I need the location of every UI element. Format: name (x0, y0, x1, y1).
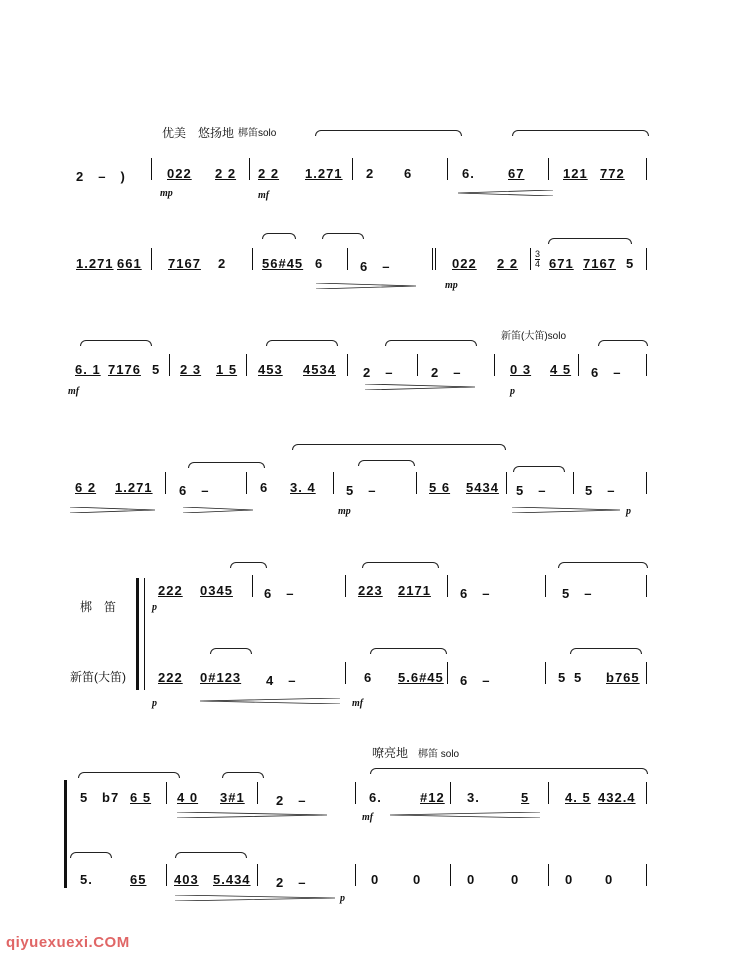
barline (646, 782, 647, 804)
barline (151, 158, 152, 180)
barline (166, 864, 167, 886)
slur (570, 648, 642, 654)
note: 5 6 (429, 480, 451, 495)
note: 5. (80, 872, 93, 887)
barline (548, 158, 549, 180)
note: 453 (258, 362, 283, 377)
note: 6 5 (130, 790, 152, 805)
note: 1 5 (216, 362, 238, 377)
barline (345, 662, 346, 684)
crescendo-hairpin (458, 190, 553, 196)
note: 222 (158, 583, 183, 598)
slur (230, 562, 267, 568)
note: 5.434 (213, 872, 251, 887)
note: 1.271 (76, 256, 114, 271)
note: 0 (565, 872, 574, 887)
slur (292, 444, 506, 450)
note: 4 0 (177, 790, 199, 805)
note: 6. (462, 166, 475, 181)
dynamic-mark: mp (338, 506, 351, 517)
note: 6 – (264, 586, 295, 601)
note: 4. 5 (565, 790, 591, 805)
note: 6 (315, 256, 324, 271)
barline (646, 158, 647, 180)
slur (385, 340, 477, 346)
note: 661 (117, 256, 142, 271)
dynamic-mark: p (152, 602, 157, 613)
note: 5 – (585, 483, 616, 498)
note: 2 – (276, 793, 307, 808)
slur (322, 233, 364, 239)
slur (222, 772, 264, 778)
note: 222 (158, 670, 183, 685)
note: 0 3 (510, 362, 532, 377)
slur (362, 562, 439, 568)
barline (450, 864, 451, 886)
barline (548, 782, 549, 804)
dynamic-mark: mp (160, 188, 173, 199)
note: 0 (413, 872, 422, 887)
barline (646, 354, 647, 376)
barline (578, 354, 579, 376)
slur (315, 130, 462, 136)
barline (573, 472, 574, 494)
barline (169, 354, 170, 376)
note: 223 (358, 583, 383, 598)
system-brace (136, 578, 139, 690)
dynamic-mark: p (626, 506, 631, 517)
note: b7 (102, 790, 120, 805)
barline (246, 354, 247, 376)
system-brace (64, 780, 67, 888)
slur (266, 340, 338, 346)
note: 6 – (179, 483, 210, 498)
note: 6 – (460, 673, 491, 688)
note: 2 – (431, 365, 462, 380)
barline (347, 354, 348, 376)
note: 3. (467, 790, 480, 805)
note: 6 2 (75, 480, 97, 495)
note: 6 (404, 166, 413, 181)
dynamic-mark: mf (362, 812, 374, 823)
note: 5 (626, 256, 635, 271)
note: 6 – (460, 586, 491, 601)
note: 022 (167, 166, 192, 181)
slur (598, 340, 648, 346)
barline (450, 782, 451, 804)
barline (257, 782, 258, 804)
barline (530, 248, 531, 270)
slur (512, 130, 649, 136)
watermark-suffix: .COM (88, 934, 130, 951)
barline (548, 864, 549, 886)
slur (80, 340, 152, 346)
barline (545, 575, 546, 597)
time-signature: 3 4 (535, 249, 541, 269)
barline (432, 248, 433, 270)
crescendo-hairpin (390, 812, 540, 818)
barline (347, 248, 348, 270)
note: 403 (174, 872, 199, 887)
dynamic-mark: mf (352, 698, 364, 709)
note: 3. 4 (290, 480, 316, 495)
slur (358, 460, 415, 466)
barline (417, 354, 418, 376)
barline (494, 354, 495, 376)
note: 3#1 (220, 790, 245, 805)
dynamic-mark: p (152, 698, 157, 709)
slur (370, 768, 648, 774)
note: 2 – (276, 875, 307, 890)
note: b765 (606, 670, 640, 685)
barline (545, 662, 546, 684)
note: 5 (558, 670, 567, 685)
barline (333, 472, 334, 494)
dynamic-mark: mp (445, 280, 458, 291)
note: 671 (549, 256, 574, 271)
instrument-label: 梆 笛 (80, 600, 117, 614)
barline (447, 662, 448, 684)
note: 7167 (168, 256, 201, 271)
slur (370, 648, 447, 654)
note: 0 (605, 872, 614, 887)
diminuendo-hairpin (177, 812, 327, 818)
note: 65 (130, 872, 147, 887)
note: 6 – (360, 259, 391, 274)
diminuendo-hairpin (365, 384, 475, 390)
note: 67 (508, 166, 525, 181)
note: 2 2 (258, 166, 280, 181)
slur (558, 562, 648, 568)
slur (548, 238, 632, 244)
note: 56#45 (262, 256, 304, 271)
note: 5 (574, 670, 583, 685)
slur (70, 852, 112, 858)
note: 4534 (303, 362, 336, 377)
barline (646, 864, 647, 886)
barline (646, 472, 647, 494)
diminuendo-hairpin (183, 507, 253, 513)
dynamic-mark: mf (68, 386, 80, 397)
note: 4 – (266, 673, 297, 688)
note: 2 – (363, 365, 394, 380)
note: 0 (467, 872, 476, 887)
barline (646, 662, 647, 684)
note: 4 5 (550, 362, 572, 377)
system-barline (144, 578, 145, 690)
crescendo-hairpin (200, 698, 340, 704)
instrument-solo-label: 梆笛solo (238, 128, 277, 139)
note: 2 (366, 166, 375, 181)
dynamic-mark: mf (258, 190, 270, 201)
dynamic-mark: p (340, 893, 345, 904)
barline (416, 472, 417, 494)
note: 2171 (398, 583, 431, 598)
note: 022 (452, 256, 477, 271)
tempo-marking: 嘹亮地 (372, 746, 409, 760)
note: 2 2 (215, 166, 237, 181)
instrument-label: 新笛(大笛) (70, 670, 126, 684)
barline (252, 248, 253, 270)
note: 432.4 (598, 790, 636, 805)
note: 0 (371, 872, 380, 887)
barline (151, 248, 152, 270)
barline (506, 472, 507, 494)
note: 121 (563, 166, 588, 181)
note: 1.271 (115, 480, 153, 495)
slur (78, 772, 180, 778)
note: #12 (420, 790, 445, 805)
barline (249, 158, 250, 180)
barline (435, 248, 436, 270)
note: 0 (511, 872, 520, 887)
note: 2 – ) (76, 169, 126, 184)
note: 1.271 (305, 166, 343, 181)
diminuendo-hairpin (70, 507, 155, 513)
note: 5434 (466, 480, 499, 495)
diminuendo-hairpin (175, 895, 335, 901)
barline (252, 575, 253, 597)
note: 5 (521, 790, 530, 805)
note: 5.6#45 (398, 670, 444, 685)
note: 6 (260, 480, 269, 495)
note: 7167 (583, 256, 616, 271)
diminuendo-hairpin (512, 507, 620, 513)
note: 5 – (346, 483, 377, 498)
slur (210, 648, 252, 654)
barline (345, 575, 346, 597)
note: 6 – (591, 365, 622, 380)
note: 5 – (516, 483, 547, 498)
note: 772 (600, 166, 625, 181)
barline (447, 158, 448, 180)
barline (246, 472, 247, 494)
note: 2 (218, 256, 227, 271)
barline (646, 575, 647, 597)
dynamic-mark: p (510, 386, 515, 397)
barline (355, 864, 356, 886)
note: 6. (369, 790, 382, 805)
diminuendo-hairpin (316, 283, 416, 289)
note: 6. 1 (75, 362, 101, 377)
note: 5 – (562, 586, 593, 601)
barline (352, 158, 353, 180)
barline (257, 864, 258, 886)
slur (175, 852, 247, 858)
barline (165, 472, 166, 494)
barline (166, 782, 167, 804)
slur (513, 466, 565, 472)
note: 0#123 (200, 670, 242, 685)
note: 2 2 (497, 256, 519, 271)
note: 0345 (200, 583, 233, 598)
watermark-main: qiyuexuexi (6, 934, 89, 951)
barline (355, 782, 356, 804)
slur (262, 233, 296, 239)
site-watermark (6, 934, 130, 951)
tempo-marking: 优美 悠扬地 (162, 126, 235, 140)
barline (646, 248, 647, 270)
note: 6 (364, 670, 373, 685)
barline (447, 575, 448, 597)
slur (188, 462, 265, 468)
note: 7176 (108, 362, 141, 377)
instrument-solo-label: 新笛(大笛)solo (501, 331, 567, 342)
instrument-solo-label: 梆笛 solo (418, 749, 460, 760)
note: 5 (152, 362, 161, 377)
note: 5 (80, 790, 89, 805)
note: 2 3 (180, 362, 202, 377)
